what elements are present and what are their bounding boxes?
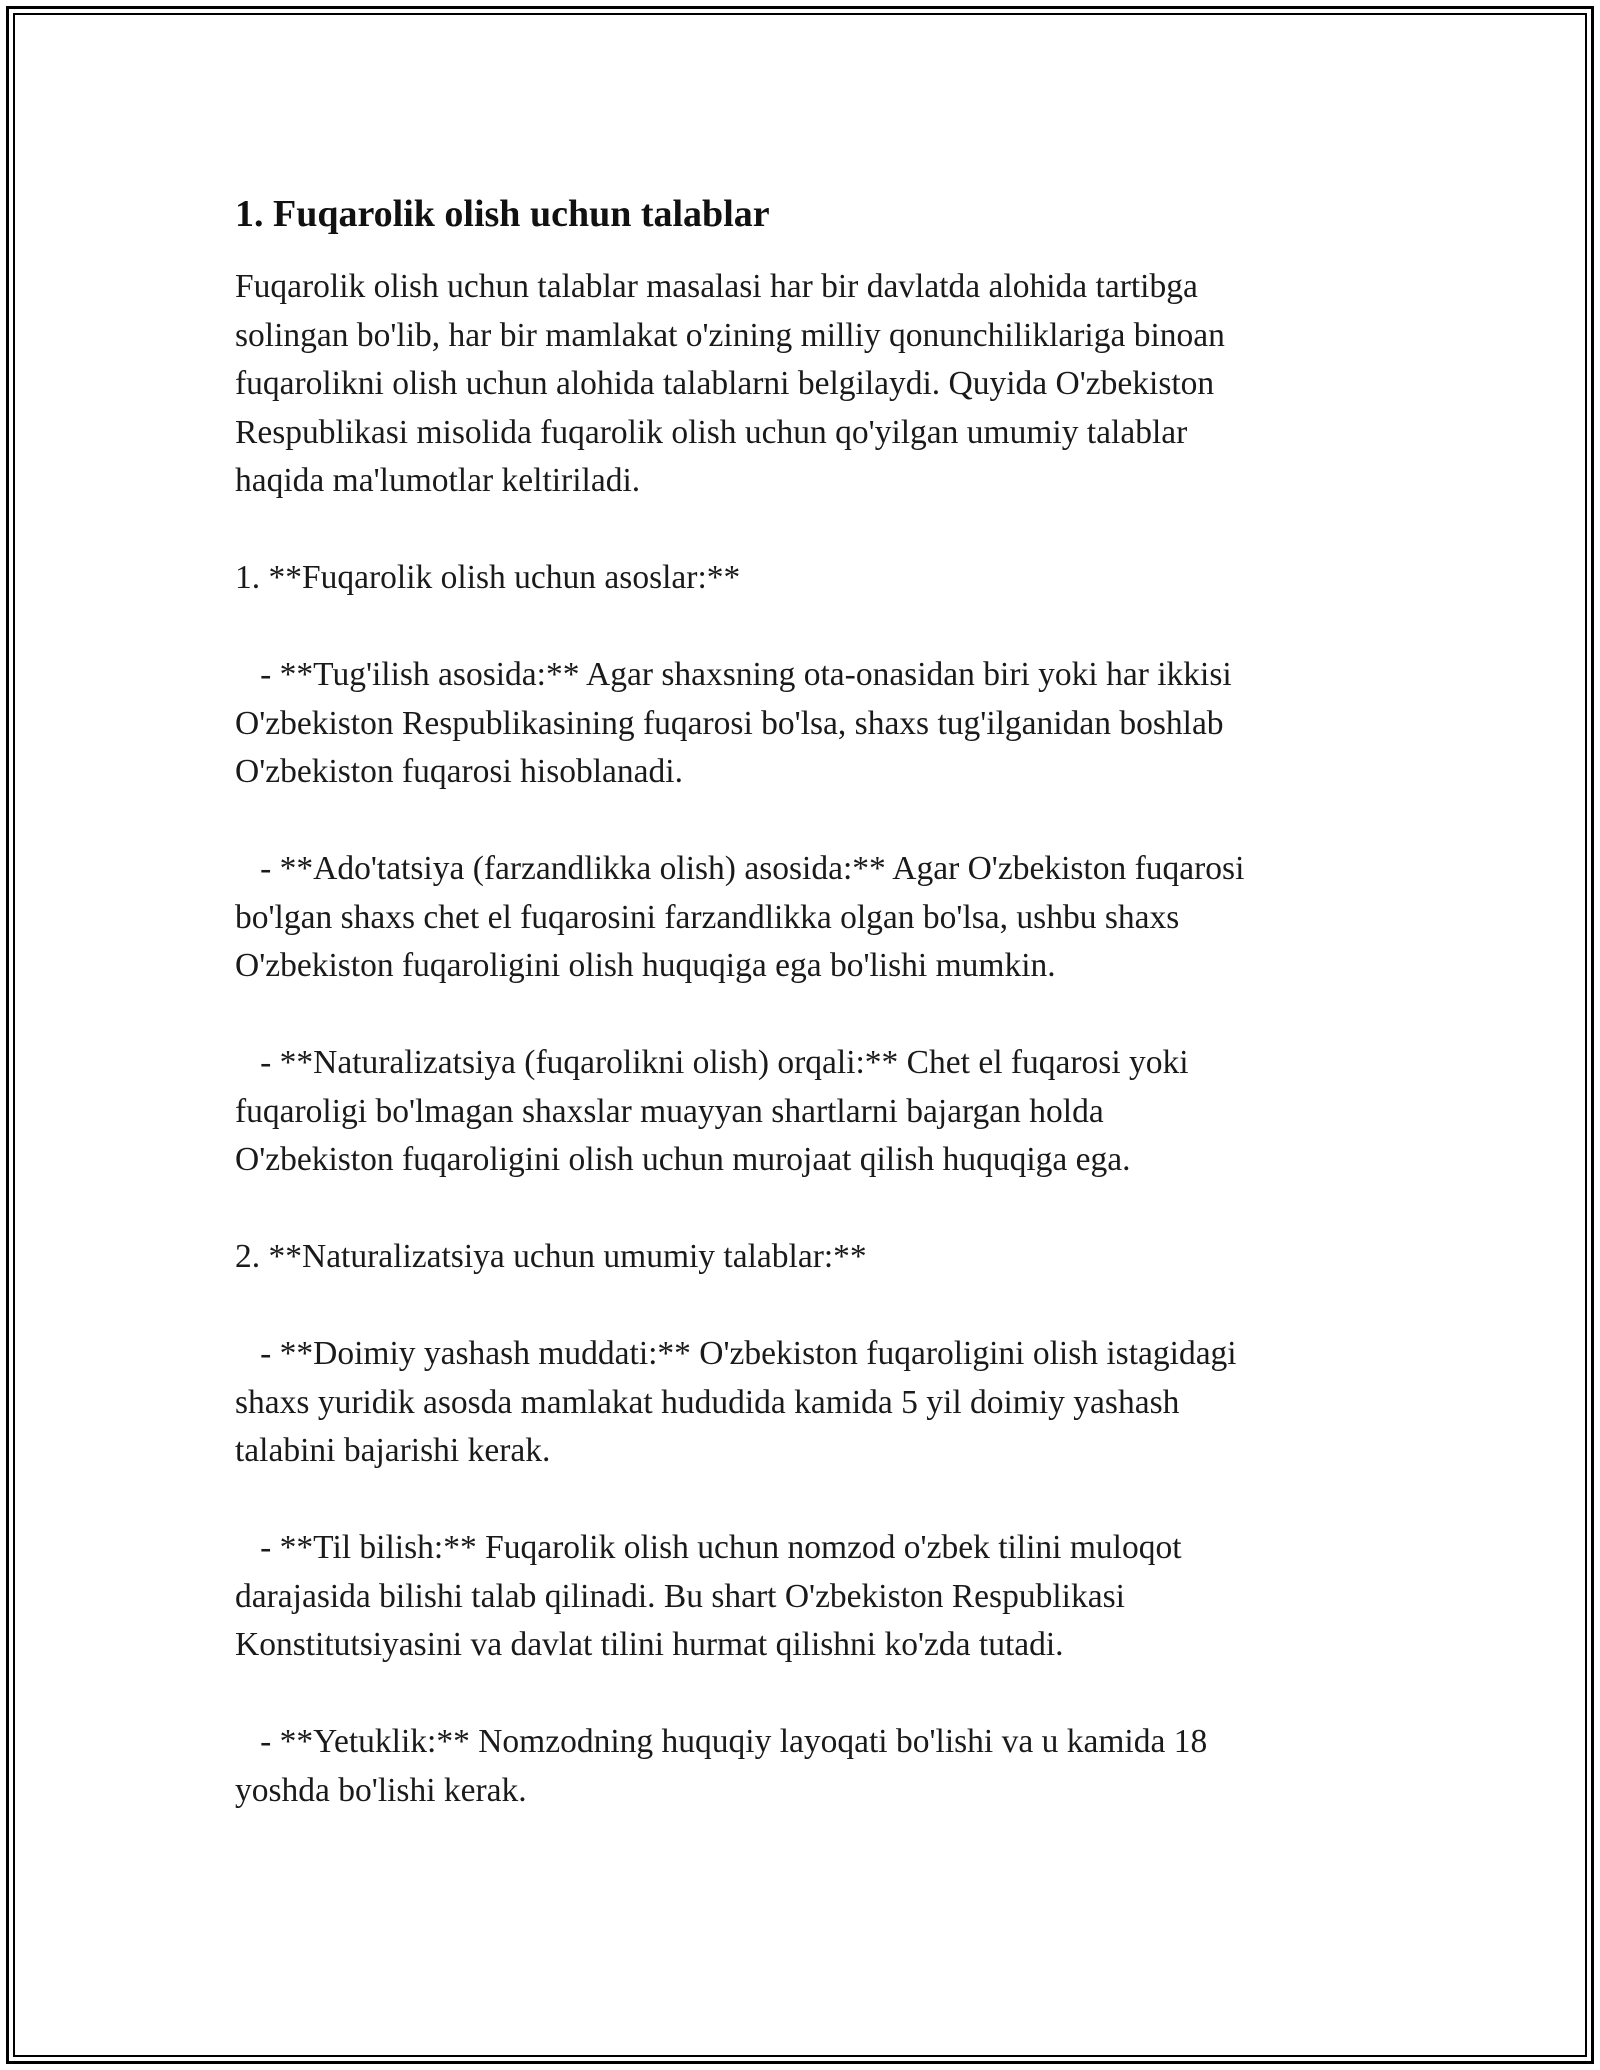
intro-paragraph: Fuqarolik olish uchun talablar masalasi har bir davlatda alohida tartibga solingan bo'lib, har bir mamlakat o'zining milliy qonunchiliklariga binoan fuqarolikni olish uchun alohida talablarni belgilaydi. Quyida O'zbekiston Respublikasi misolida fuqarolik olish uchun qo'yilgan umumiy talablar haqida ma'lumotlar keltiriladi. [235, 268, 1225, 499]
section1-title: 1. **Fuqarolik olish uchun asoslar:** [235, 559, 741, 596]
section2-title: 2. **Naturalizatsiya uchun umumiy talablar:** [235, 1238, 867, 1275]
spacer [235, 1185, 1365, 1234]
spacer [235, 991, 1365, 1040]
document-heading: 1. Fuqarolik olish uchun talablar [235, 193, 770, 235]
document-body [235, 190, 1365, 1815]
spacer [235, 506, 1365, 555]
spacer [235, 1670, 1365, 1719]
spacer [235, 1282, 1365, 1331]
section1-item-adoption: - **Ado'tatsiya (farzandlikka olish) asosida:** Agar O'zbekiston fuqarosi bo'lgan shaxs chet el fuqarosini farzandlikka olgan bo'lsa, ushbu shaxs O'zbekiston fuqaroligini olish huquqiga ega bo'lishi mumkin. [235, 850, 1245, 984]
section1-item-birth: - **Tug'ilish asosida:** Agar shaxsning ota-onasidan biri yoki har ikkisi O'zbekiston Respublikasining fuqarosi bo'lsa, shaxs tug'ilganidan boshlab O'zbekiston fuqarosi hisoblanadi. [235, 656, 1232, 790]
spacer [235, 603, 1365, 652]
spacer [235, 1476, 1365, 1525]
spacer [235, 797, 1365, 846]
section2-item-maturity: - **Yetuklik:** Nomzodning huquqiy layoqati bo'lishi va u kamida 18 yoshda bo'lishi kerak. [235, 1723, 1208, 1809]
section2-item-language: - **Til bilish:** Fuqarolik olish uchun nomzod o'zbek tilini muloqot darajasida bilishi talab qilinadi. Bu shart O'zbekiston Respublikasi Konstitutsiyasini va davlat tilini hurmat qilishni ko'zda tutadi. [235, 1529, 1182, 1663]
section2-item-residence: - **Doimiy yashash muddati:** O'zbekiston fuqaroligini olish istagidagi shaxs yuridik asosda mamlakat hududida kamida 5 yil doimiy yashash talabini bajarishi kerak. [235, 1335, 1237, 1469]
section1-item-naturalization: - **Naturalizatsiya (fuqarolikni olish) orqali:** Chet el fuqarosi yoki fuqaroligi bo'lmagan shaxslar muayyan shartlarni bajargan holda O'zbekiston fuqaroligini olish uchun murojaat qilish huquqiga ega. [235, 1044, 1189, 1178]
